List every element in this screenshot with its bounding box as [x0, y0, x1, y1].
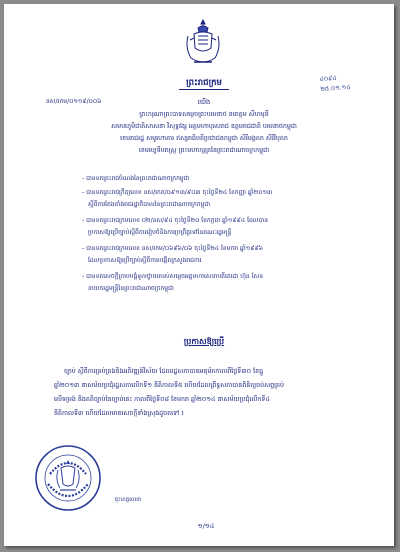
bullet-line: - បានទតសេចក្ដីក្រាបបង្គំទូលថ្វាយរបស់សម្ដេចអគ្គមហាសេនាបតីតេជោ ហ៊ុន សែន	[82, 273, 264, 280]
bullet-line: - បានទតព្រះរាជក្រមលេខ ០២/នស/៩៤ ចុះថ្ងៃទី២០ ខែកក្កដា ឆ្នាំ១៩៩៤ ដែលបាន	[82, 217, 269, 224]
header-line: ព្រះករុណាព្រះបាទសម្ដេចព្រះបរមនាថ នរោត្ដម សីហមុនី	[139, 111, 269, 118]
page-number: ១/១៤	[197, 522, 215, 530]
decision-title: ប្រកាសឱ្យប្រើ	[183, 337, 225, 346]
body-line: នីតិកាលទី៣ ហើយដែលមានសេចក្ដីទាំងស្រុងដូចតទៅ ៖	[54, 410, 184, 417]
title-underline	[179, 89, 229, 90]
document-type: ព្រះរាជក្រម	[186, 78, 222, 88]
bullet-line: - បានទតព្រះរាជក្រឹត្យលេខ នស/រកត/០៩១៣/៩០៣ ចុះថ្ងៃទី២៤ ខែកញ្ញា ឆ្នាំ២០១៣	[82, 189, 273, 196]
handwritten-reference: ៤០៩៤ ២៥.០១.១៤	[319, 74, 351, 94]
royal-palace-seal	[34, 444, 102, 512]
signature-label: ចុះហត្ថលេខា	[114, 497, 142, 503]
body-line: ឆ្នាំ២០១៣ នាសម័យប្រជុំរដ្ឋសភាលើកទី១ នីតិកាលទី៥ ហើយដែលព្រឹទ្ធសភាបានពិនិត្យចប់សព្វគ្រប់	[54, 382, 284, 389]
body-line: លើទម្រង់ និងគតិច្បាប់នៃច្បាប់នេះ កាលពីថ្ងៃទី០៨ ខែមករា ឆ្នាំ២០១៤ នាសម័យប្រជុំលើកទី៤	[54, 396, 270, 403]
header-line: ខេមរាជរដ្ឋ សមូហោគារ ឥស្សរាធិបតីប្រជាជនកម្ពុជា សិរីមង្គលា សិរីវិបុលា	[120, 135, 288, 142]
bullet-line: នាយករដ្ឋមន្ដ្រីនៃព្រះរាជាណាចក្រកម្ពុជា	[88, 285, 174, 292]
document-page	[4, 4, 394, 546]
bullet-line: ស្ដីពីការតែងតាំងរាជរដ្ឋាភិបាលនៃព្រះរាជាណាចក្រកម្ពុជា	[88, 201, 211, 208]
body-line: ច្បាប់ ស្ដីពីការគ្រប់គ្រងនិងអភិវឌ្ឍន៍វិស័យ ដែលរដ្ឋសភាបានអនុម័តកាលពីថ្ងៃទី៣០ ខែធ្នូ	[64, 368, 264, 375]
reference-number: នស/រកម/០១១៩/០០៦	[46, 98, 102, 105]
bullet-line: - បានទតព្រះរាជក្រមលេខ នស/រកម/០៦៩៦/០៦ ចុះថ្ងៃទី២៤ ខែមករា ឆ្នាំ១៩៩៦	[82, 245, 264, 252]
header-line: ខេមរប្បទីបរាស្ដ្រ ព្រះមហាក្សត្រនៃព្រះរាជាណាចក្រកម្ពុជា	[138, 147, 270, 154]
reference-subtitle: យើង	[197, 98, 211, 106]
bullet-line: - បានទតព្រះរាជបំណងនៃព្រះរាជាណាចក្រកម្ពុជា	[82, 175, 190, 182]
bullet-line: ប្រកាសឱ្យប្រើច្បាប់ស្ដីពីការរៀបចំនិងការប្រព្រឹត្តទៅនៃគណៈរដ្ឋមន្ដ្រី	[88, 229, 232, 236]
royal-arms-icon	[182, 18, 224, 70]
bullet-line: ដែលប្រកាសឱ្យប្រើច្បាប់ស្ដីពីការបង្កើតក្រសួងរាជការ	[88, 257, 202, 264]
header-line: សមានភូមិជាតិសាសនា វិសុទ្ធវង្ស អគ្គមហាបុរសរាជ ឧត្ដមរាជជាតិ បរមនាថកម្ពុជា	[111, 123, 297, 130]
